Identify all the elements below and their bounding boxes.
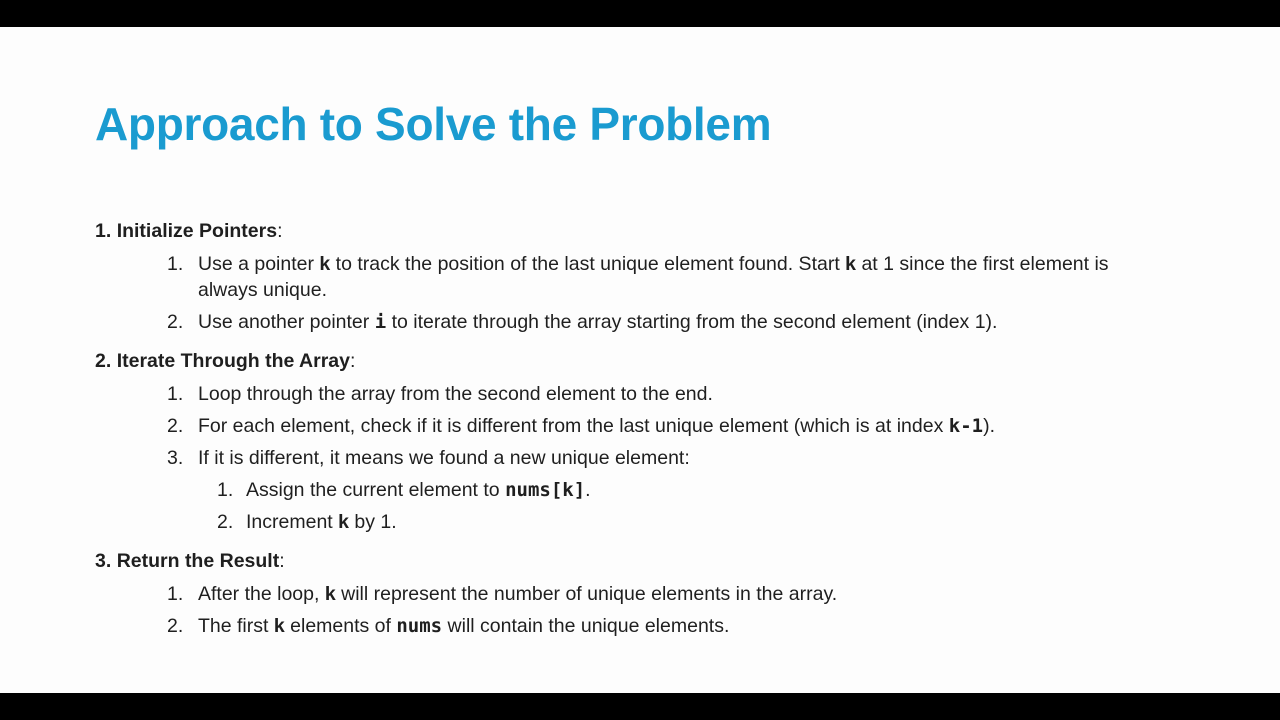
- heading-colon: :: [277, 220, 283, 242]
- var-nums: nums: [396, 615, 443, 637]
- item-number: 3.: [167, 447, 184, 469]
- var-nums-k: nums[k]: [505, 479, 586, 501]
- var-k-minus-1: k-1: [948, 415, 984, 437]
- slide-content: [95, 218, 1165, 639]
- item-number: 2.: [167, 615, 184, 637]
- letterbox-bottom: [0, 693, 1280, 720]
- var-k: k: [845, 253, 857, 275]
- item-text: If it is different, it means we found a new unique element:: [198, 447, 690, 469]
- step-2-list: [95, 381, 1165, 535]
- item-text: Increment: [246, 511, 339, 533]
- nested-list-item: [198, 477, 1165, 503]
- item-number: 1.: [167, 583, 184, 605]
- step-number: 2.: [95, 350, 112, 372]
- item-number: 1.: [167, 383, 184, 405]
- item-text: Use another pointer: [198, 311, 375, 333]
- item-text: After the loop,: [198, 583, 325, 605]
- item-text: will contain the unique elements.: [442, 615, 730, 637]
- heading-colon: :: [350, 350, 356, 372]
- item-text: by 1.: [348, 511, 397, 533]
- item-number: 2.: [217, 511, 234, 533]
- item-number: 2.: [167, 415, 184, 437]
- slide-title: Approach to Solve the Problem: [95, 98, 772, 150]
- step-heading-text: Iterate Through the Array: [116, 350, 351, 372]
- item-text: ).: [983, 415, 995, 437]
- item-number: 2.: [167, 311, 184, 333]
- item-text: elements of: [284, 615, 397, 637]
- step-2: [95, 348, 1165, 535]
- step-3-list: [95, 581, 1165, 639]
- letterbox-top: [0, 0, 1280, 27]
- step-heading: [95, 348, 1165, 374]
- var-k: k: [324, 583, 336, 605]
- item-text: For each element, check if it is different from the last unique element (which is at index: [198, 415, 949, 437]
- list-item: [95, 445, 1165, 535]
- list-item: [95, 413, 1165, 439]
- list-item: [95, 309, 1165, 335]
- step-number: 1.: [95, 220, 112, 242]
- item-number: 1.: [167, 253, 184, 275]
- list-item: [95, 581, 1165, 607]
- var-i: i: [374, 311, 387, 333]
- list-item: [95, 381, 1165, 407]
- item-text: The first: [198, 615, 274, 637]
- step-1: [95, 218, 1165, 335]
- item-number: 1.: [217, 479, 234, 501]
- step-heading: [95, 548, 1165, 574]
- item-text: will represent the number of unique elements in the array.: [335, 583, 838, 605]
- heading-colon: :: [279, 550, 285, 572]
- nested-list-item: [198, 509, 1165, 535]
- item-text: .: [585, 479, 591, 501]
- slide: [0, 27, 1280, 693]
- var-k: k: [273, 615, 285, 637]
- item-text: Use a pointer: [198, 253, 320, 275]
- step-number: 3.: [95, 550, 112, 572]
- item-text: Assign the current element to: [246, 479, 506, 501]
- item-text: to track the position of the last unique element found. Start: [330, 253, 846, 275]
- item-text: at 1 since the first element is always unique.: [198, 253, 1109, 301]
- list-item: [95, 613, 1165, 639]
- nested-list: [198, 477, 1165, 535]
- step-1-list: [95, 251, 1165, 335]
- step-3: [95, 548, 1165, 639]
- item-text: to iterate through the array starting from the second element (index 1).: [386, 311, 998, 333]
- item-text: Loop through the array from the second element to the end.: [198, 383, 713, 405]
- step-heading-text: Return the Result: [116, 550, 280, 572]
- step-heading-text: Initialize Pointers: [116, 220, 278, 242]
- step-heading: [95, 218, 1165, 244]
- var-k: k: [338, 511, 349, 533]
- list-item: [95, 251, 1165, 303]
- var-k: k: [319, 253, 331, 275]
